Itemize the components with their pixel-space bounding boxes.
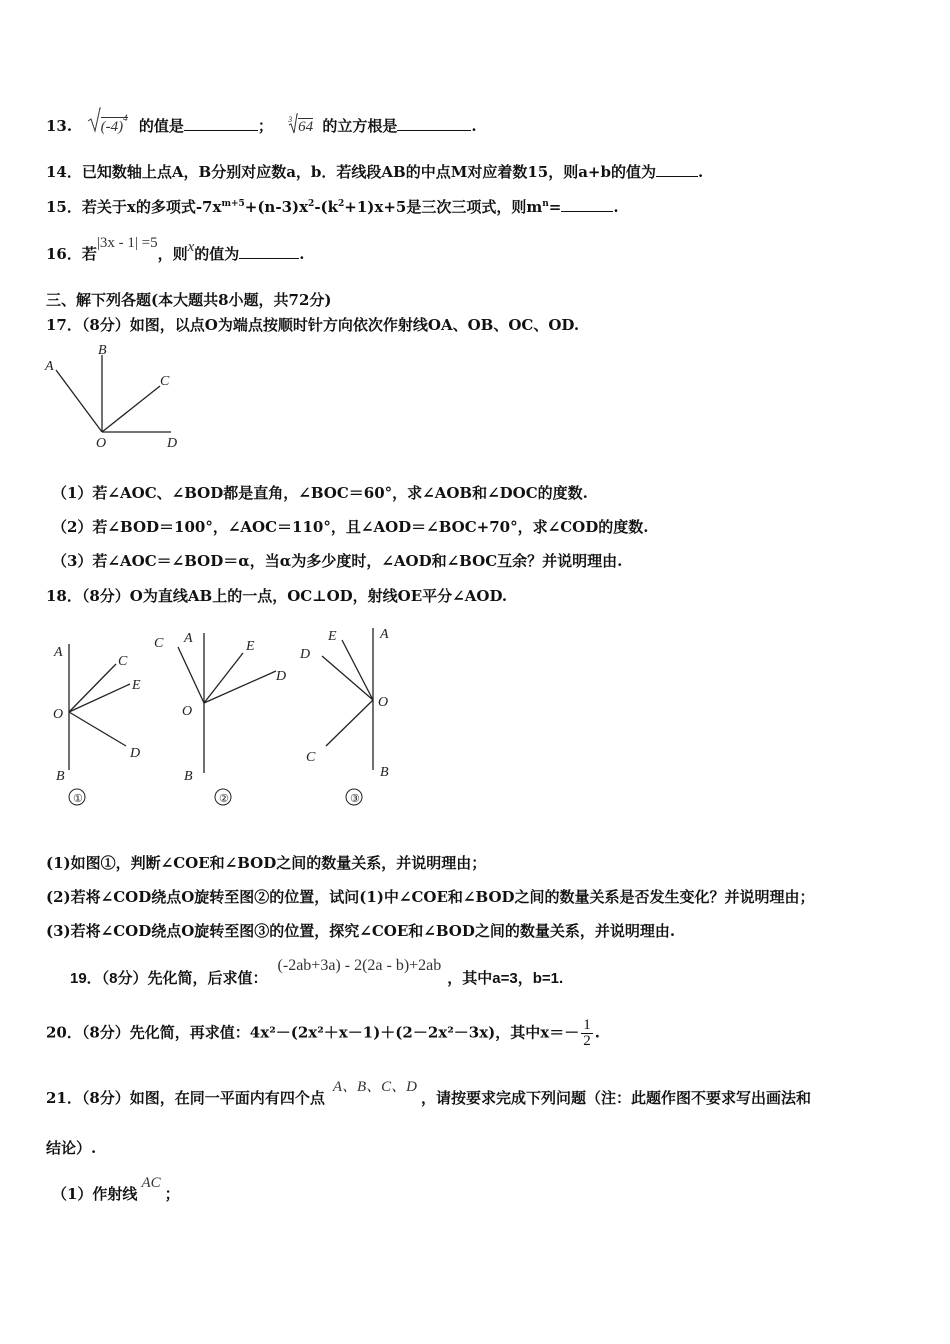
- q15-end: .: [613, 198, 619, 216]
- q13-end: .: [471, 117, 477, 135]
- q15-text-e: =: [548, 198, 562, 216]
- q14-blank[interactable]: [656, 164, 698, 177]
- question-21-part1: [52, 1175, 180, 1204]
- q18f2-label-O: O: [182, 704, 193, 719]
- q13-text1: 的值是: [138, 117, 184, 135]
- q13-number: 13.: [46, 117, 73, 135]
- q18f3-label-C: C: [306, 750, 316, 765]
- q18f3-label-B: B: [380, 765, 389, 780]
- question-21: [46, 1079, 812, 1108]
- question-20: [46, 1018, 600, 1049]
- q21-lead: 21．（8分）如图，在同一平面内有四个点: [46, 1089, 325, 1107]
- q17-label-B: B: [98, 343, 107, 358]
- q16-formula: |3x - 1| =5: [96, 235, 158, 251]
- question-19: [70, 957, 564, 988]
- q18f2-label-B: B: [184, 769, 193, 784]
- q18f1-label-E: E: [132, 678, 141, 693]
- question-21-tail2: 结论）.: [46, 1139, 97, 1157]
- q17-label-C: C: [160, 374, 170, 389]
- q18f3-label-E: E: [328, 629, 337, 644]
- q18f3-label-D: D: [300, 647, 311, 662]
- q15-blank[interactable]: [561, 199, 613, 212]
- q20-den: 2: [583, 1033, 591, 1049]
- question-18-stem: 18．（8分）O为直线AB上的一点，OC⊥OD，射线OE平分∠AOD.: [46, 587, 508, 605]
- question-14: [46, 161, 703, 182]
- q17-label-O: O: [96, 436, 107, 451]
- q21-p1-lead: （1）作射线: [52, 1185, 138, 1203]
- q16-end: .: [299, 245, 305, 263]
- q18f1-mark: ①: [73, 793, 83, 805]
- q13-sqrt-exp: 4: [123, 113, 128, 123]
- q15-text-d: +1)x+5是三次三项式，则m: [344, 198, 543, 216]
- question-17-stem: 17．（8分）如图，以点O为端点按顺时针方向依次作射线OA、OB、OC、OD.: [46, 316, 580, 334]
- q18f2-label-D: D: [276, 669, 287, 684]
- q13-sqrt-expr: (-4): [100, 119, 124, 135]
- q16-blank[interactable]: [239, 246, 299, 259]
- q18-figure-2: [150, 625, 310, 810]
- q13-cbrt-index: 3: [288, 115, 293, 124]
- question-17-part1: （1）若∠AOC、∠BOD都是直角，∠BOC＝60°，求∠AOB和∠DOC的度数.: [52, 484, 588, 502]
- q16-tail: 的值为: [194, 245, 240, 263]
- q18f1-label-O: O: [53, 707, 64, 722]
- q13-cbrt: [288, 115, 314, 136]
- q14-text: 14．已知数轴上点A，B分别对应数a，b．若线段AB的中点M对应着数15，则a+b的值为: [46, 163, 656, 181]
- question-16: [46, 235, 305, 264]
- q13-blank1[interactable]: [184, 118, 258, 131]
- q18-figure-1: [44, 640, 164, 810]
- q18f2-label-E: E: [246, 639, 255, 654]
- q17-label-A: A: [45, 359, 54, 374]
- q16-lead: 16．若: [46, 245, 97, 263]
- q20-end: .: [594, 1023, 600, 1042]
- q16-mid: ，则: [157, 245, 188, 263]
- question-17-part3: （3）若∠AOC＝∠BOD＝α，当α为多少度时，∠AOD和∠BOC互余？并说明理由.: [52, 552, 623, 570]
- q21-points: A、B、C、D: [332, 1079, 417, 1095]
- q19-tail: ，其中a=3，b=1.: [447, 970, 564, 987]
- q13-sep: ；: [257, 117, 273, 135]
- q18f3-label-A: A: [380, 627, 389, 642]
- q17-figure: [40, 340, 190, 452]
- q14-end: .: [697, 163, 704, 181]
- q20-num: 1: [583, 1017, 591, 1033]
- q15-sup1: m+5: [221, 199, 245, 209]
- q18f3-label-O: O: [378, 695, 389, 710]
- q18-figure-3: [290, 620, 410, 810]
- q18f1-label-A: A: [54, 645, 63, 660]
- q16-var: x: [187, 239, 195, 255]
- q15-text-b: +(n-3)x: [244, 198, 309, 216]
- q13-text2: 的立方根是: [322, 117, 398, 135]
- question-18-part1: (1)如图①，判断∠COE和∠BOD之间的数量关系，并说明理由；: [46, 854, 487, 872]
- q15-sup3: 2: [338, 199, 345, 209]
- q21-p1-var: AC: [141, 1175, 161, 1191]
- question-17-part2: （2）若∠BOD＝100°，∠AOC＝110°，且∠AOD＝∠BOC+70°，求∠COD的度数.: [52, 518, 649, 536]
- question-15: [46, 196, 619, 217]
- q18f1-label-B: B: [56, 769, 65, 784]
- q15-sup2: 2: [308, 199, 315, 209]
- q15-text-a: 15．若关于x的多项式-7x: [46, 198, 222, 216]
- q18f2-label-C: C: [154, 636, 164, 651]
- q15-text-c: -(k: [314, 198, 339, 216]
- question-18-part2: (2)若将∠COD绕点O旋转至图②的位置，试问(1)中∠COE和∠BOD之间的数量关系是否发生变化？并说明理由；: [46, 888, 815, 906]
- q18f2-mark: ②: [219, 793, 229, 805]
- q15-sup4: n: [542, 199, 549, 209]
- q18f1-label-C: C: [118, 654, 128, 669]
- q21-tail: ，请按要求完成下列问题（注：此题作图不要求写出画法和: [421, 1089, 812, 1107]
- q19-formula: (-2ab+3a) - 2(2a - b)+2ab: [277, 957, 442, 974]
- q18f2-label-A: A: [184, 631, 193, 646]
- question-13: [46, 115, 477, 136]
- q20-lead: 20．（8分）先化简，再求值：4x²－(2x²＋x－1)＋(2－2x²－3x)，其中x＝－: [46, 1023, 580, 1042]
- q20-fraction: [581, 1018, 593, 1049]
- cbrt-sign-icon: [288, 113, 298, 135]
- sqrt-sign-icon: [87, 107, 101, 133]
- q13-sqrt: [100, 113, 128, 136]
- section-3-heading: 三、解下列各题(本大题共8小题，共72分): [46, 291, 332, 309]
- q19-lead: 19．（8分）先化简，后求值：: [70, 970, 268, 987]
- q18f1-label-D: D: [130, 746, 141, 761]
- q21-p1-end: ；: [164, 1185, 180, 1203]
- q13-blank2[interactable]: [397, 118, 471, 131]
- q17-label-D: D: [167, 436, 178, 451]
- q18f3-mark: ③: [350, 793, 360, 805]
- question-18-part3: (3)若将∠COD绕点O旋转至图③的位置，探究∠COE和∠BOD之间的数量关系，并说明理由.: [46, 922, 676, 940]
- q13-cbrt-expr: 64: [298, 119, 314, 135]
